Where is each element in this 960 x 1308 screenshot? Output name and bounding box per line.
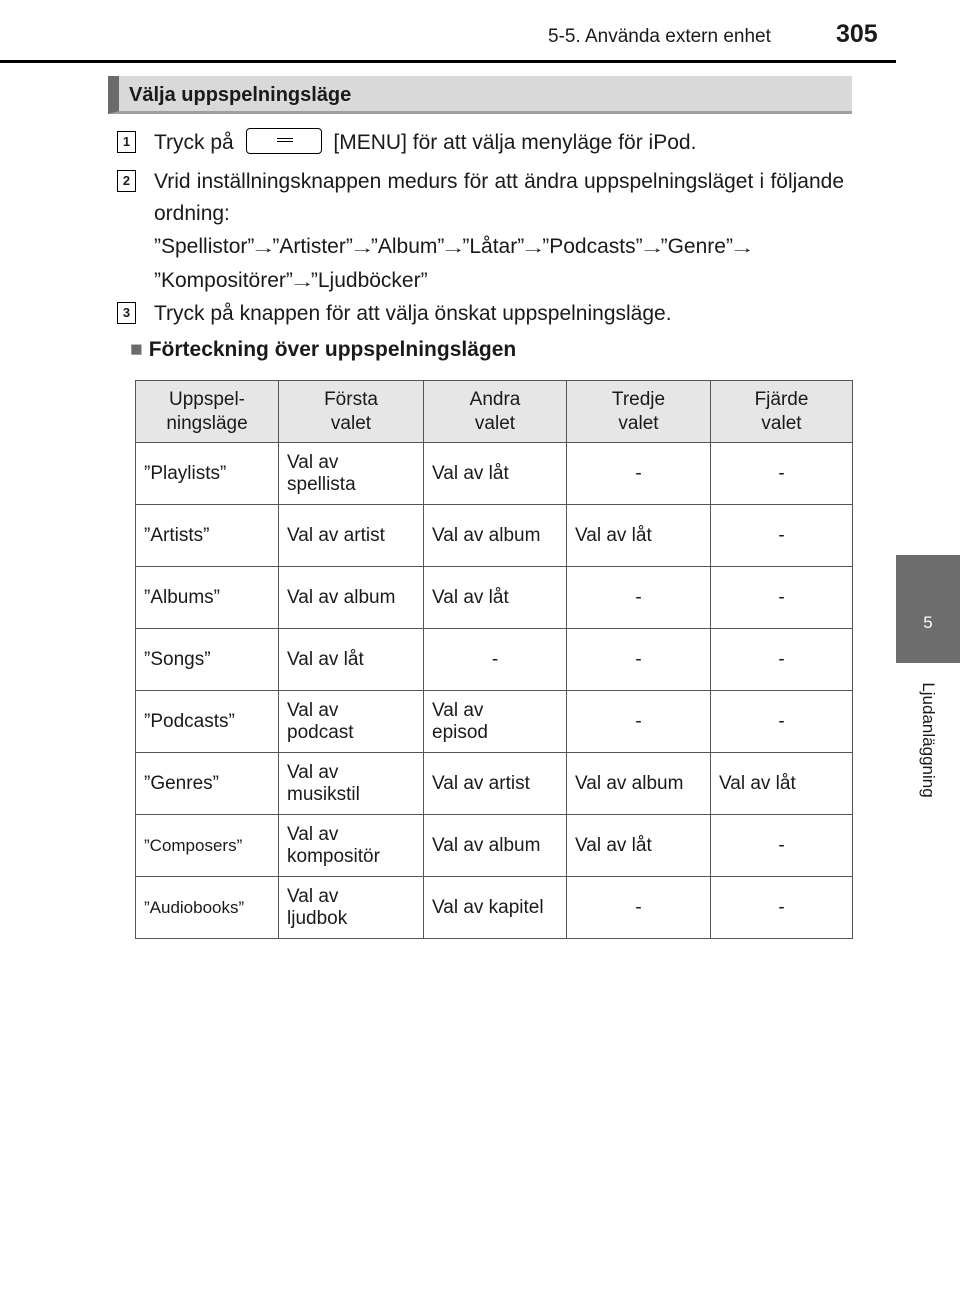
arrow-icon: → bbox=[520, 240, 547, 257]
table-cell: Val av artist bbox=[424, 753, 567, 815]
table-cell: - bbox=[567, 567, 711, 629]
page-number: 305 bbox=[836, 20, 878, 48]
table-row bbox=[136, 753, 853, 815]
table-cell: Val av musikstil bbox=[279, 753, 424, 815]
table-cell: Val av låt bbox=[711, 753, 853, 815]
table-cell: ”Audiobooks” bbox=[136, 877, 279, 939]
table-cell: Val av album bbox=[279, 567, 424, 629]
step-2-text: Vrid inställningsknappen medurs för att ändra uppspelningsläget i följande ordning: bbox=[154, 170, 844, 225]
header-mode: Uppspel- ningsläge bbox=[136, 381, 279, 443]
table-cell: ”Playlists” bbox=[136, 443, 279, 505]
table-cell: Val av spellista bbox=[279, 443, 424, 505]
step-1-text bbox=[154, 127, 844, 159]
table-cell: Val av episod bbox=[424, 691, 567, 753]
table-cell: ”Albums” bbox=[136, 567, 279, 629]
table-cell: ”Composers” bbox=[136, 815, 279, 877]
table-cell: Val av låt bbox=[424, 443, 567, 505]
table-cell: Val av ljudbok bbox=[279, 877, 424, 939]
header-third: Tredje valet bbox=[567, 381, 711, 443]
table-cell: - bbox=[567, 691, 711, 753]
section-title: Välja uppspelningsläge bbox=[129, 84, 352, 106]
step-3-text: Tryck på knappen för att välja önskat uppspelningsläge. bbox=[154, 302, 672, 325]
table-cell: - bbox=[567, 629, 711, 691]
table-cell: Val av album bbox=[567, 753, 711, 815]
chapter-number: 5 bbox=[923, 613, 933, 632]
subheading-text: Förteckning över uppspelningslägen bbox=[148, 338, 517, 361]
table-cell: - bbox=[711, 877, 853, 939]
table-cell: Val av artist bbox=[279, 505, 424, 567]
order-item: ”Spellistor” bbox=[154, 235, 255, 258]
table-cell: - bbox=[711, 505, 853, 567]
order-item: ”Genre” bbox=[660, 235, 733, 258]
arrow-icon: → bbox=[250, 240, 277, 257]
table-row bbox=[136, 567, 853, 629]
table-cell: Val av album bbox=[424, 815, 567, 877]
order-item: ”Kompositörer” bbox=[154, 269, 293, 292]
order-item: ”Artister” bbox=[272, 235, 353, 258]
order-item: ”Ljudböcker” bbox=[310, 269, 428, 292]
order-item: ”Låtar” bbox=[462, 235, 525, 258]
table-cell: ”Podcasts” bbox=[136, 691, 279, 753]
order-item: ”Podcasts” bbox=[542, 235, 643, 258]
table-cell: Val av kompositör bbox=[279, 815, 424, 877]
table-cell: - bbox=[711, 691, 853, 753]
playback-mode-table bbox=[135, 380, 853, 939]
table-cell: Val av låt bbox=[567, 505, 711, 567]
table-header-row bbox=[136, 381, 853, 443]
table-cell: Val av låt bbox=[567, 815, 711, 877]
table-cell: - bbox=[711, 567, 853, 629]
order-item: ”Album” bbox=[370, 235, 445, 258]
header-rule bbox=[0, 60, 896, 63]
table-cell: - bbox=[567, 443, 711, 505]
menu-button-icon bbox=[246, 128, 322, 154]
table-row bbox=[136, 691, 853, 753]
header-fourth: Fjärde valet bbox=[711, 381, 853, 443]
table-cell: - bbox=[711, 815, 853, 877]
header-first: Första valet bbox=[279, 381, 424, 443]
table-cell: Val av kapitel bbox=[424, 877, 567, 939]
table-cell: - bbox=[711, 629, 853, 691]
table-row bbox=[136, 877, 853, 939]
chapter-label: Ljudanläggning bbox=[919, 682, 938, 798]
arrow-icon: → bbox=[729, 240, 755, 257]
arrow-icon: → bbox=[289, 274, 315, 291]
arrow-icon: → bbox=[349, 240, 375, 257]
step-1-before: Tryck på bbox=[154, 131, 234, 154]
table-cell: ”Genres” bbox=[136, 753, 279, 815]
table-row bbox=[136, 815, 853, 877]
step-number-3: 3 bbox=[117, 302, 136, 324]
step-number-1: 1 bbox=[117, 131, 136, 153]
header-second: Andra valet bbox=[424, 381, 567, 443]
step-1-after: [MENU] för att välja menyläge för iPod. bbox=[333, 131, 697, 154]
header-section-title: 5-5. Använda extern enhet bbox=[548, 26, 771, 47]
section-bar bbox=[108, 76, 852, 114]
table-cell: ”Songs” bbox=[136, 629, 279, 691]
table-cell: Val av låt bbox=[279, 629, 424, 691]
table-cell: Val av podcast bbox=[279, 691, 424, 753]
playback-order bbox=[154, 231, 844, 299]
arrow-icon: → bbox=[638, 240, 665, 257]
table-row bbox=[136, 505, 853, 567]
subheading bbox=[130, 338, 516, 362]
table-row bbox=[136, 443, 853, 505]
square-bullet-icon: ■ bbox=[130, 338, 143, 361]
table-cell: Val av låt bbox=[424, 567, 567, 629]
table-row bbox=[136, 629, 853, 691]
chapter-tab bbox=[896, 555, 960, 663]
table-cell: - bbox=[711, 443, 853, 505]
table-cell: ”Artists” bbox=[136, 505, 279, 567]
arrow-icon: → bbox=[440, 240, 467, 257]
table-cell: - bbox=[567, 877, 711, 939]
table-cell: - bbox=[424, 629, 567, 691]
step-number-2: 2 bbox=[117, 170, 136, 192]
table-cell: Val av album bbox=[424, 505, 567, 567]
